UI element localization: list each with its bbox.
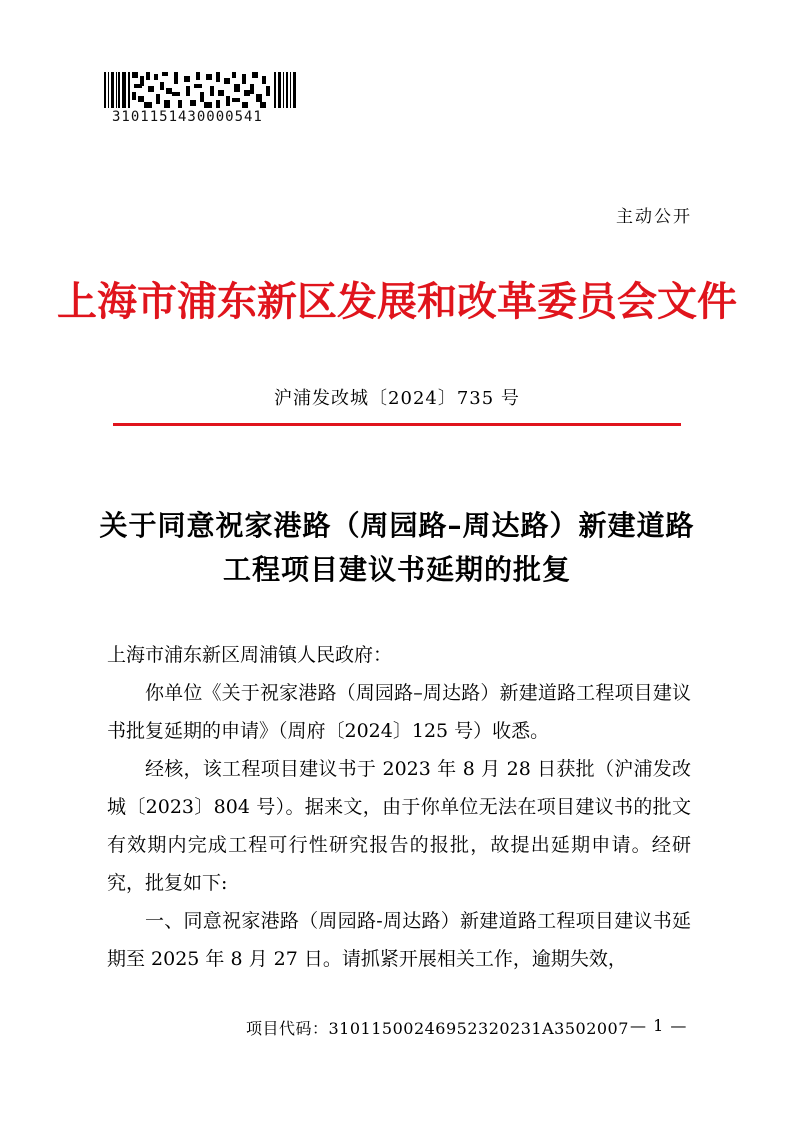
document-number: 沪浦发改城〔2024〕735 号 xyxy=(274,388,520,409)
reply-title-line2: 工程项目建议书延期的批复 xyxy=(222,553,571,586)
body-paragraph-1: 你单位《关于祝家港路（周园路–周达路）新建道路工程项目建议书批复延期的申请》（周府〔2024〕125 号）收悉。 xyxy=(107,682,691,742)
body-paragraph-2: 经核，该工程项目建议书于 2023 年 8 月 28 日获批（沪浦发改城〔2023〕804 号）。据来文，由于你单位无法在项目建议书的批文有效期内完成工程可行性研究报告的报批，故提出延期申请。经研究，批复如下: xyxy=(107,758,691,894)
barcode-image xyxy=(104,72,296,108)
disclosure-label: 主动公开 xyxy=(616,207,692,227)
issuer-title: 上海市浦东新区发展和改革委员会文件 xyxy=(57,278,737,325)
page-number: — 1 — xyxy=(630,1016,688,1035)
reply-title-line1: 关于同意祝家港路（周园路–周达路）新建道路 xyxy=(99,509,695,542)
reply-title xyxy=(0,504,794,592)
body-paragraph-3: 一、同意祝家港路（周园路-周达路）新建道路工程项目建议书延期至 2025 年 8 月 27 日。请抓紧开展相关工作，逾期失效， xyxy=(107,910,691,970)
document-body xyxy=(107,636,691,978)
barcode-number: 3101151430000541 xyxy=(112,109,263,125)
project-code: 项目代码：31011500246952320231A3502007 xyxy=(246,1019,629,1038)
addressee: 上海市浦东新区周浦镇人民政府： xyxy=(107,644,393,666)
red-divider xyxy=(113,423,681,426)
